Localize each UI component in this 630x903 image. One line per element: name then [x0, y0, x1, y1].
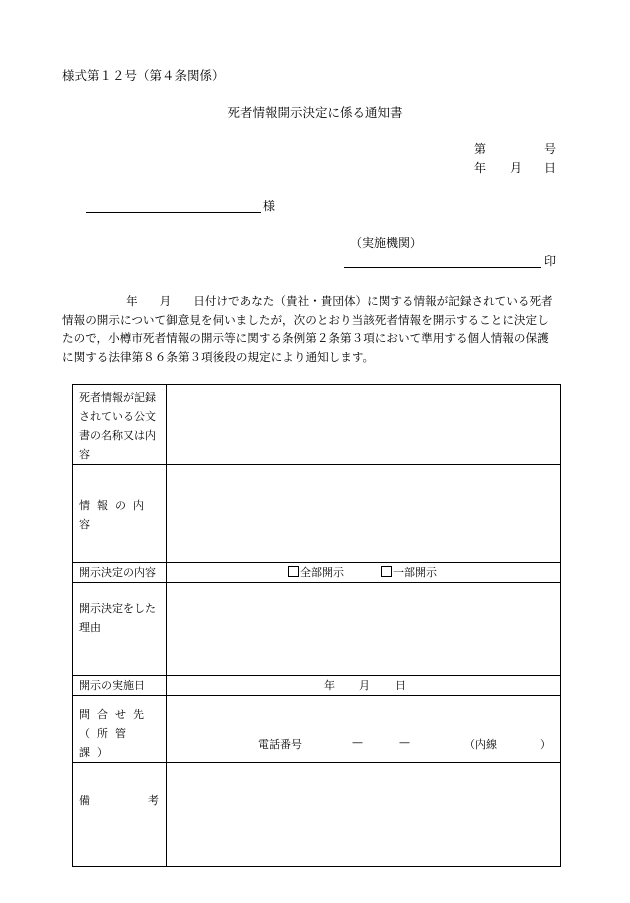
- table-row: [73, 583, 561, 676]
- full-disclosure-text: 全部開示: [300, 565, 344, 579]
- doc-name-label-line: されている公文: [79, 410, 156, 423]
- addressee-honorific: 様: [263, 199, 276, 213]
- issuer-label: （実施機関）: [350, 236, 423, 250]
- info-content-field[interactable]: [167, 465, 561, 563]
- impl-date-field[interactable]: [167, 676, 561, 696]
- body-line-1: [62, 292, 562, 311]
- doc-name-label: [73, 385, 167, 465]
- partial-disclosure-text: 一部開示: [393, 565, 437, 579]
- doc-number-dai: 第: [474, 142, 487, 156]
- inquiry-label-line: 問合せ先: [79, 708, 151, 721]
- full-disclosure-option[interactable]: [288, 566, 344, 580]
- doc-number-go: 号: [544, 142, 557, 156]
- issue-date-year: 年: [474, 161, 487, 175]
- remarks-field[interactable]: [167, 763, 561, 867]
- doc-name-field[interactable]: [167, 385, 561, 465]
- body-line-2: 情報の開示について御意見を伺いましたが，次のとおり当該死者情報を開示することに決定し: [62, 312, 549, 327]
- inquiry-label: [73, 696, 167, 763]
- inquiry-field[interactable]: [167, 696, 561, 763]
- body-line1-rest: 日付けであなた（貴社・貴団体）に関する情報が記録されている死者: [193, 294, 553, 308]
- remarks-label: [73, 763, 167, 867]
- reason-label-line: 理由: [79, 621, 101, 634]
- phone-label: 電話番号: [258, 738, 302, 751]
- extension-close: ）: [540, 738, 551, 751]
- checkbox-icon[interactable]: [288, 566, 299, 577]
- doc-name-label-line: 書の名称又は内: [79, 429, 156, 442]
- notice-table: [72, 384, 561, 867]
- table-row: [73, 465, 561, 563]
- issuer-line: [344, 267, 541, 268]
- decision-field: [167, 563, 561, 583]
- impl-day: 日: [395, 678, 406, 692]
- reason-label: [73, 583, 167, 676]
- issue-date-day: 日: [544, 161, 557, 175]
- addressee-line: [86, 212, 261, 213]
- table-row: [73, 563, 561, 583]
- info-content-label: [73, 465, 167, 563]
- reason-label-line: 開示決定をした: [79, 602, 156, 615]
- checkbox-icon[interactable]: [381, 566, 392, 577]
- remarks-label-char: 考: [148, 794, 159, 807]
- inquiry-label-line: （所管課）: [79, 727, 133, 759]
- decision-label-text: 開示決定の内容: [79, 566, 156, 579]
- document-title: 死者情報開示決定に係る通知書: [227, 105, 403, 120]
- reason-field[interactable]: [167, 583, 561, 676]
- remarks-label-char: 備: [79, 794, 90, 807]
- decision-label: [73, 563, 167, 583]
- seal-mark: 印: [544, 254, 557, 268]
- table-row: [73, 696, 561, 763]
- doc-name-label-line: 容: [79, 448, 90, 461]
- phone-dash: —: [352, 736, 363, 749]
- info-content-label-text: 情報の内容: [79, 499, 151, 531]
- partial-disclosure-option[interactable]: [381, 566, 437, 580]
- impl-month: 月: [359, 678, 370, 692]
- issue-date-month: 月: [510, 161, 523, 175]
- table-row: [73, 676, 561, 696]
- body-year: 年: [126, 294, 138, 308]
- table-row: [73, 385, 561, 465]
- impl-year: 年: [324, 678, 335, 692]
- impl-date-label-text: 開示の実施日: [79, 679, 145, 692]
- impl-date-label: [73, 676, 167, 696]
- body-line-4: に関する法律第８６条第３項後段の規定により通知します。: [62, 349, 375, 364]
- doc-name-label-line: 死者情報が記録: [79, 391, 156, 404]
- table-row: [73, 763, 561, 867]
- phone-dash: —: [399, 736, 410, 749]
- body-line-3: たので，小樽市死者情報の開示等に関する条例第２条第３項において準用する個人情報の保護: [62, 331, 549, 345]
- form-number: 様式第１２号（第４条関係）: [62, 68, 225, 83]
- body-month: 月: [159, 294, 172, 308]
- extension-label: （内線: [464, 738, 497, 751]
- notice-body: [62, 292, 562, 366]
